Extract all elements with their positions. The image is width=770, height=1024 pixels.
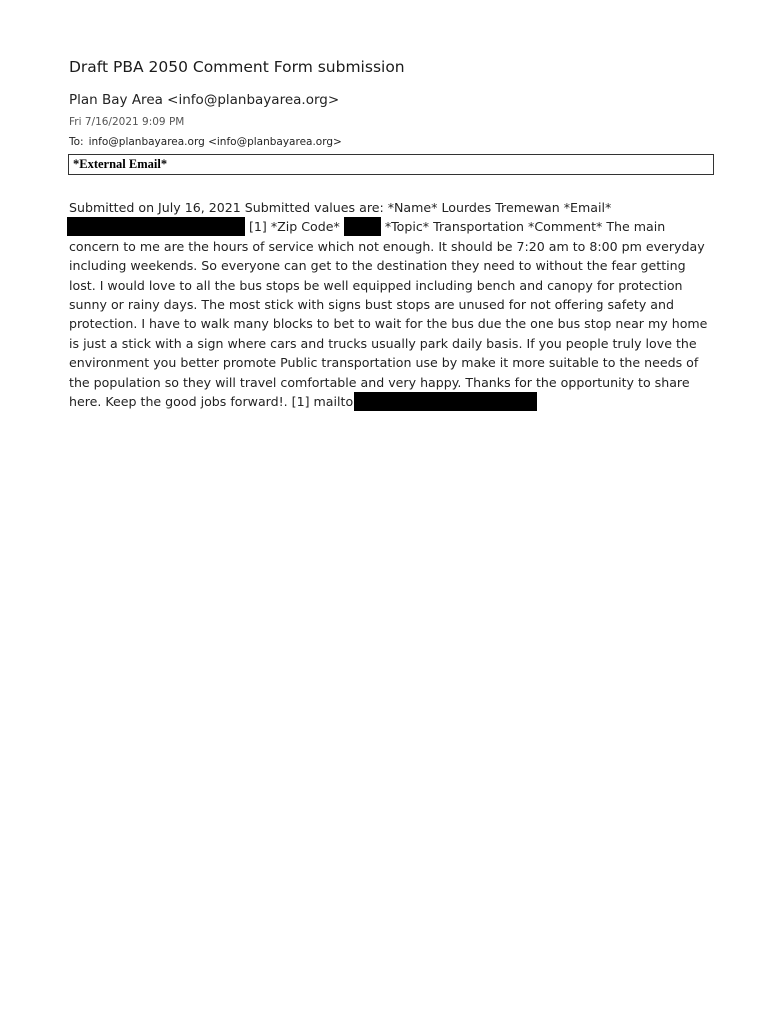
redacted-mailto-address bbox=[354, 392, 537, 411]
message-comment: *Topic* Transportation *Comment* The main concern to me are the hours of service which not enough. It should be 7:20 am to 8:00 pm everyday including weekends. So everyone can get to the destination they need to without the fear getting lost. I would love to all the bus stops be well equipped including bench and canopy for protection sunny or rainy days. The most stick with signs bust stops are unused for not offering safety and protection. I have to walk many blocks to bet to wait for the bus due the one bus stop near my home is just a stick with a sign where cars and trucks usually park daily basis. If you people truly love the environment you better promote Public transportation use by make it more suitable to the needs of the population so they will travel comfortable and very happy. Thanks for the opportunity to share here. Keep the good jobs forward!. [1] mailto bbox=[69, 219, 708, 410]
to-address: info@planbayarea.org <info@planbayarea.org> bbox=[88, 136, 342, 148]
email-recipients bbox=[69, 136, 342, 148]
message-body bbox=[69, 198, 714, 411]
email-date: Fri 7/16/2021 9:09 PM bbox=[69, 116, 185, 128]
redacted-email bbox=[67, 217, 245, 236]
email-subject: Draft PBA 2050 Comment Form submission bbox=[69, 58, 405, 76]
external-email-label: *External Email* bbox=[73, 157, 168, 171]
to-label: To: bbox=[69, 136, 84, 148]
redacted-zip-code bbox=[344, 217, 381, 236]
email-sender: Plan Bay Area <info@planbayarea.org> bbox=[69, 92, 340, 108]
message-zip-label: [1] *Zip Code* bbox=[249, 219, 340, 235]
message-intro: Submitted on July 16, 2021 Submitted values are: *Name* Lourdes Tremewan *Email* bbox=[69, 200, 612, 215]
external-email-banner bbox=[68, 154, 714, 175]
